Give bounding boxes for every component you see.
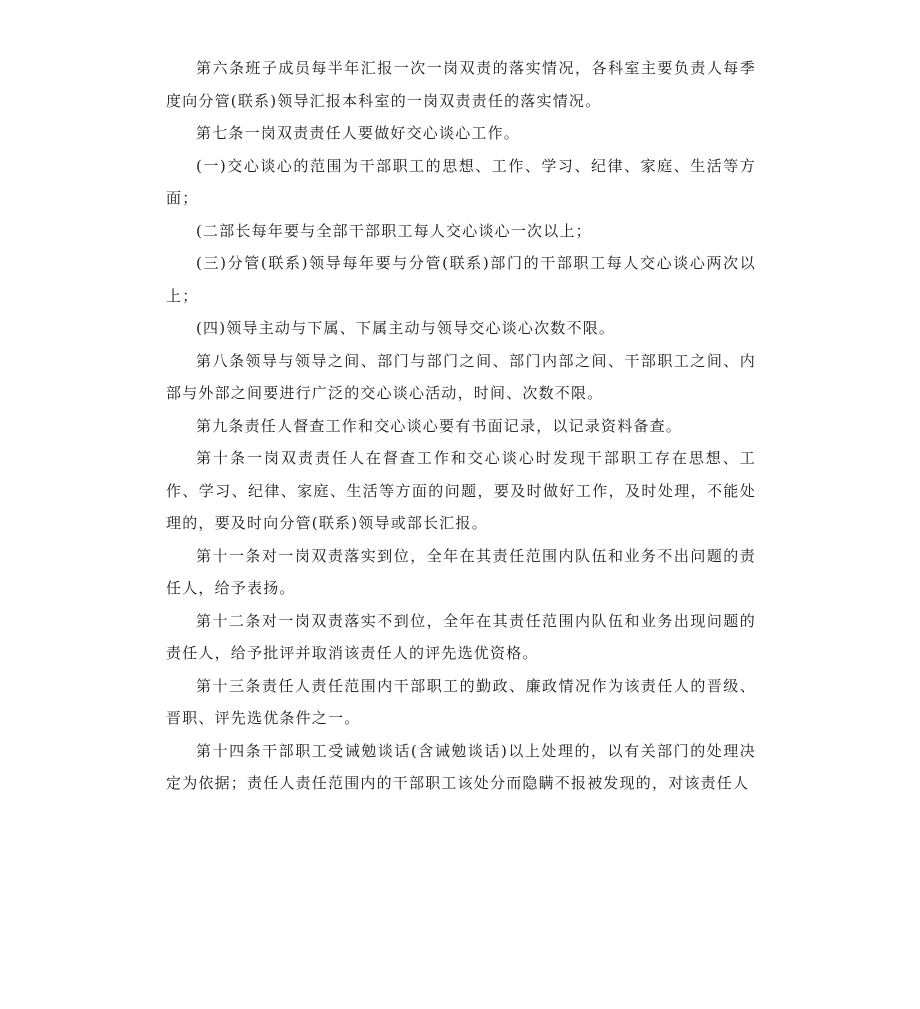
paragraph-article-9: 第九条责任人督查工作和交心谈心要有书面记录，以记录资料备查。 <box>196 416 683 435</box>
document-body <box>166 52 756 800</box>
paragraph-article-8: 第八条领导与领导之间、部门与部门之间、部门内部之间、干部职工之间、内部与外部之间要进行广泛的交心谈心活动，时间、次数不限。 <box>166 351 756 402</box>
paragraph-item-2: (二部长每年要与全部干部职工每人交心谈心一次以上； <box>196 221 592 240</box>
paragraph-article-12: 第十二条对一岗双责落实不到位，全年在其责任范围内队伍和业务出现问题的责任人，给予批评并取消该责任人的评先选优资格。 <box>166 611 756 662</box>
paragraph-article-10: 第十条一岗双责责任人在督查工作和交心谈心时发现干部职工存在思想、工作、学习、纪律、家庭、生活等方面的问题，要及时做好工作，及时处理，不能处理的，要及时向分管(联系)领导或部长汇报。 <box>166 449 756 532</box>
paragraph-article-7: 第七条一岗双责责任人要做好交心谈心工作。 <box>196 124 521 142</box>
paragraph-item-3: (三)分管(联系)领导每年要与分管(联系)部门的干部职工每人交心谈心两次以上； <box>166 254 756 305</box>
paragraph-article-14: 第十四条干部职工受诫勉谈话(含诫勉谈话)以上处理的，以有关部门的处理决定为依据；责任人责任范围内的干部职工该处分而隐瞒不报被发现的，对该责任人 <box>166 741 756 792</box>
paragraph-article-6: 第六条班子成员每半年汇报一次一岗双责的落实情况，各科室主要负责人每季度向分管(联系)领导汇报本科室的一岗双责责任的落实情况。 <box>166 59 756 110</box>
paragraph-item-1: (一)交心谈心的范围为干部职工的思想、工作、学习、纪律、家庭、生活等方面； <box>166 156 756 207</box>
paragraph-article-11: 第十一条对一岗双责落实到位，全年在其责任范围内队伍和业务不出问题的责任人，给予表扬。 <box>166 546 756 597</box>
paragraph-item-4: (四)领导主动与下属、下属主动与领导交心谈心次数不限。 <box>196 319 616 337</box>
paragraph-article-13: 第十三条责任人责任范围内干部职工的勤政、廉政情况作为该责任人的晋级、晋职、评先选优条件之一。 <box>166 676 756 727</box>
